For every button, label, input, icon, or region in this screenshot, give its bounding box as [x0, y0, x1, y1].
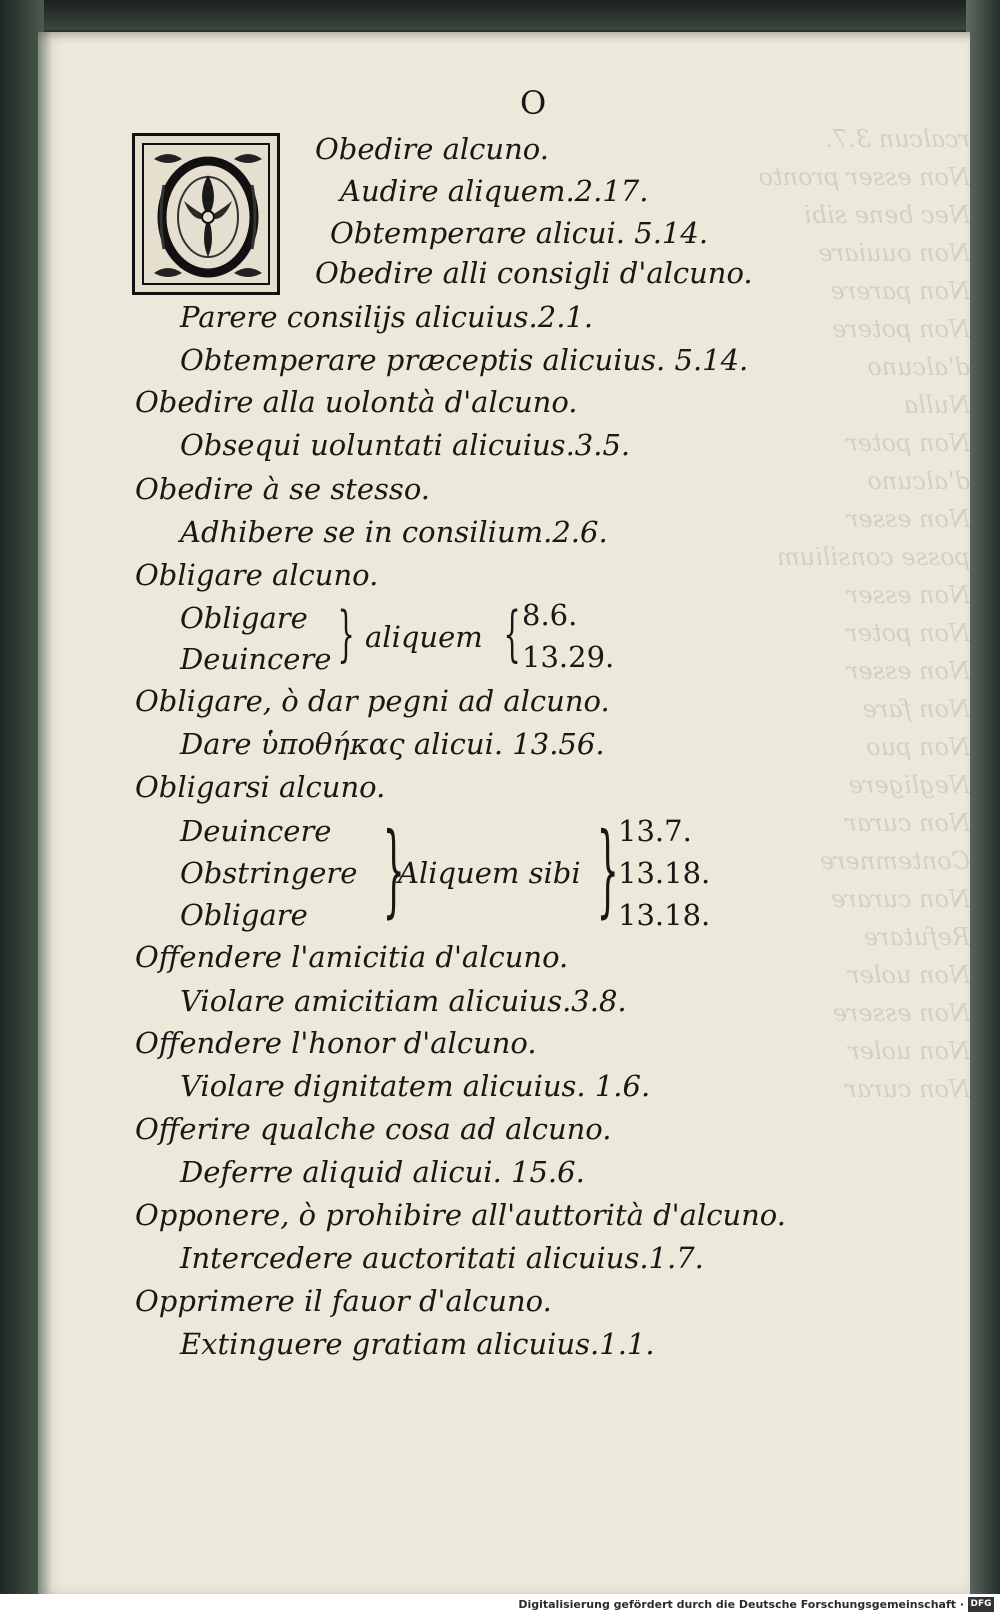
dfg-logo: DFG — [968, 1597, 994, 1612]
entry-latin: Aliquem sibi — [398, 856, 581, 890]
entry-latin: Audire aliquem.2.17. — [340, 174, 649, 208]
right-brace-icon: } — [382, 811, 405, 928]
entry-latin: Obsequi uoluntati alicuius.3.5. — [180, 428, 631, 462]
entry-heading: Opponere, ò prohibire all'auttorità d'alcuno. — [135, 1198, 786, 1232]
entry-heading: Obligare, ò dar pegni ad alcuno. — [135, 684, 610, 718]
entry-heading: Obedire alla uolontà d'alcuno. — [135, 385, 578, 419]
entry-heading: Obligare alcuno. — [135, 558, 379, 592]
entry-heading: Offerire qualche cosa ad alcuno. — [135, 1112, 612, 1146]
entry-reference: 13.7. — [618, 814, 692, 848]
entry-heading: Obligarsi alcuno. — [135, 770, 386, 804]
entry-latin: Deuincere — [180, 642, 332, 676]
right-brace-icon: } — [596, 811, 619, 928]
footer-credit: Digitalisierung gefördert durch die Deutsche Forschungsgemeinschaft · — [518, 1598, 964, 1611]
book-cover-top — [0, 0, 1000, 30]
entry-heading: Obedire alcuno. — [315, 132, 549, 166]
entry-latin: Dare ὑποθήκας alicui. 13.56. — [180, 727, 605, 761]
left-brace-icon: { — [503, 599, 521, 669]
entry-latin: Obtemperare alicui. 5.14. — [330, 216, 709, 250]
entry-latin: Obtemperare præceptis alicuius. 5.14. — [180, 343, 749, 377]
entry-latin: Deuincere — [180, 814, 332, 848]
entry-heading: Obedire à se stesso. — [135, 472, 430, 506]
entry-latin: Deferre aliquid alicui. 15.6. — [180, 1155, 585, 1189]
entry-latin: Intercedere auctoritati alicuius.1.7. — [180, 1241, 704, 1275]
entry-heading: Offendere l'honor d'alcuno. — [135, 1026, 537, 1060]
book-cover-right — [966, 0, 1000, 1617]
entry-latin: aliquem — [365, 620, 483, 654]
page-letter: O — [520, 84, 547, 122]
entry-latin: Violare dignitatem alicuius. 1.6. — [180, 1069, 651, 1103]
right-brace-icon: } — [337, 599, 355, 669]
entry-reference: 13.18. — [618, 898, 711, 932]
entry-heading: Obedire alli consigli d'alcuno. — [315, 256, 753, 290]
page-gutter-shadow — [38, 32, 52, 1594]
entry-latin: Obligare — [180, 898, 308, 932]
entry-latin: Adhibere se in consilium.2.6. — [180, 515, 608, 549]
entry-latin: Parere consilijs alicuius.2.1. — [180, 300, 594, 334]
decorated-initial-o-icon — [132, 133, 280, 295]
entry-reference: 8.6. — [522, 598, 578, 632]
entry-latin: Violare amicitiam alicuius.3.8. — [180, 984, 627, 1018]
entry-reference: 13.29. — [522, 640, 615, 674]
entry-heading: Offendere l'amicitia d'alcuno. — [135, 940, 569, 974]
bleed-through-text: rcalcun 3.7. Non esser pronto Nec bene sibi Non ouuiare Non parere Non potere d'alcuno Nulla Non poter d'alcuno Non esser posse consilium Non esser Non poter Non esser Non fare Non puo Negligere Non curar Contemnere Non curare Refutare Non uoler Non essere Non uoler Non curar — [758, 125, 970, 1103]
entry-latin: Extinguere gratiam alicuius.1.1. — [180, 1327, 655, 1361]
floral-ornament-icon — [144, 145, 272, 287]
entry-reference: 13.18. — [618, 856, 711, 890]
entry-latin: Obstringere — [180, 856, 358, 890]
entry-latin: Obligare — [180, 601, 308, 635]
entry-heading: Opprimere il fauor d'alcuno. — [135, 1284, 552, 1318]
